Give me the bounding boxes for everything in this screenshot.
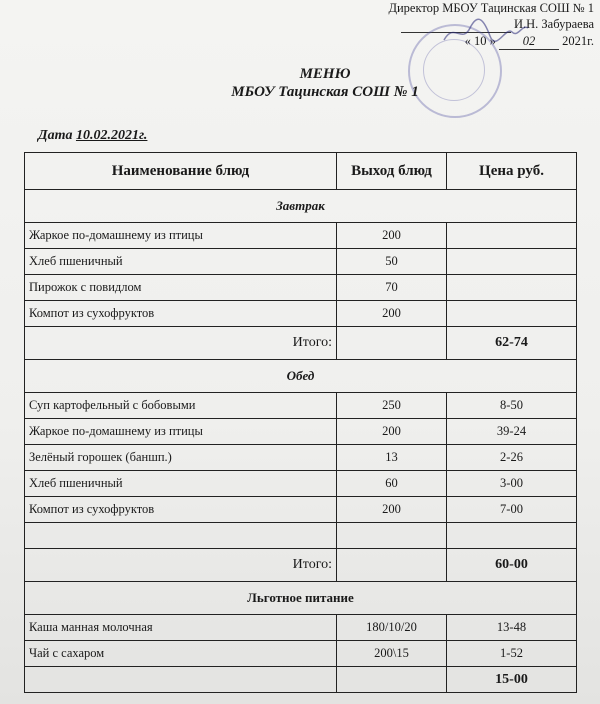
column-header-price: Цена руб. bbox=[447, 153, 577, 190]
dish-price bbox=[447, 301, 577, 327]
table-row bbox=[25, 275, 577, 301]
table-row bbox=[25, 249, 577, 275]
dish-price: 13-48 bbox=[447, 615, 577, 641]
menu-date bbox=[38, 128, 147, 144]
dish-yield: 70 bbox=[337, 275, 447, 301]
table-row bbox=[25, 301, 577, 327]
total-label: Итого: bbox=[25, 327, 337, 360]
table-row bbox=[25, 615, 577, 641]
dish-yield: 180/10/20 bbox=[337, 615, 447, 641]
table-row bbox=[25, 445, 577, 471]
dish-name: Жаркое по-домашнему из птицы bbox=[25, 419, 337, 445]
dish-name: Зелёный горошек (баншп.) bbox=[25, 445, 337, 471]
total-value: 15-00 bbox=[447, 667, 577, 693]
dish-price bbox=[447, 223, 577, 249]
table-row bbox=[25, 419, 577, 445]
table-row bbox=[25, 393, 577, 419]
dish-price: 8-50 bbox=[447, 393, 577, 419]
empty-cell bbox=[25, 523, 337, 549]
dish-name: Жаркое по-домашнему из птицы bbox=[25, 223, 337, 249]
table-row bbox=[25, 641, 577, 667]
dish-price: 39-24 bbox=[447, 419, 577, 445]
column-header-yield: Выход блюд bbox=[337, 153, 447, 190]
dish-yield: 60 bbox=[337, 471, 447, 497]
table-row bbox=[25, 223, 577, 249]
section-row-lunch bbox=[25, 360, 577, 393]
dish-name: Хлеб пшеничный bbox=[25, 471, 337, 497]
approval-day: « 10 » bbox=[464, 34, 496, 48]
date-label: Дата bbox=[38, 128, 76, 143]
empty-row bbox=[25, 523, 577, 549]
dish-name: Компот из сухофруктов bbox=[25, 301, 337, 327]
dish-yield: 200 bbox=[337, 223, 447, 249]
approval-name: И.Н. Забураева bbox=[513, 17, 594, 31]
empty-cell bbox=[337, 523, 447, 549]
dish-price bbox=[447, 275, 577, 301]
total-row-breakfast bbox=[25, 327, 577, 360]
dish-name: Чай с сахаром bbox=[25, 641, 337, 667]
dish-price: 7-00 bbox=[447, 497, 577, 523]
section-title-breakfast: Завтрак bbox=[25, 190, 577, 223]
dish-name: Суп картофельный с бобовыми bbox=[25, 393, 337, 419]
dish-yield: 13 bbox=[337, 445, 447, 471]
dish-yield: 200 bbox=[337, 419, 447, 445]
table-header-row bbox=[25, 153, 577, 190]
signature-icon bbox=[440, 14, 530, 50]
total-row-preferential bbox=[25, 667, 577, 693]
approval-month: 02 bbox=[499, 33, 559, 50]
dish-name: Каша манная молочная bbox=[25, 615, 337, 641]
dish-name: Компот из сухофруктов bbox=[25, 497, 337, 523]
document-title: МЕНЮ bbox=[299, 66, 351, 82]
school-name: МБОУ Тацинская СОШ № 1 bbox=[231, 84, 419, 100]
empty-cell bbox=[337, 667, 447, 693]
dish-name: Пирожок с повидлом bbox=[25, 275, 337, 301]
section-row-preferential bbox=[25, 582, 577, 615]
dish-yield: 200\15 bbox=[337, 641, 447, 667]
dish-name: Хлеб пшеничный bbox=[25, 249, 337, 275]
dish-price: 1-52 bbox=[447, 641, 577, 667]
section-row-breakfast bbox=[25, 190, 577, 223]
dish-yield: 250 bbox=[337, 393, 447, 419]
dish-price: 2-26 bbox=[447, 445, 577, 471]
approval-year: 2021г. bbox=[562, 34, 594, 48]
dish-yield: 50 bbox=[337, 249, 447, 275]
section-title-preferential: Льготное питание bbox=[25, 582, 577, 615]
empty-cell bbox=[337, 549, 447, 582]
dish-price: 3-00 bbox=[447, 471, 577, 497]
date-value: 10.02.2021г. bbox=[75, 128, 148, 143]
table-row bbox=[25, 471, 577, 497]
empty-cell bbox=[447, 523, 577, 549]
column-header-dish: Наименование блюд bbox=[25, 153, 337, 190]
total-row-lunch bbox=[25, 549, 577, 582]
menu-table bbox=[24, 152, 577, 693]
total-value: 62-74 bbox=[447, 327, 577, 360]
dish-yield: 200 bbox=[337, 497, 447, 523]
approval-position: Директор МБОУ Тацинская СОШ № 1 bbox=[388, 1, 594, 15]
table-row bbox=[25, 497, 577, 523]
section-title-lunch: Обед bbox=[25, 360, 577, 393]
total-label: Итого: bbox=[25, 549, 337, 582]
dish-price bbox=[447, 249, 577, 275]
empty-cell bbox=[25, 667, 337, 693]
total-value: 60-00 bbox=[447, 549, 577, 582]
dish-yield: 200 bbox=[337, 301, 447, 327]
empty-cell bbox=[337, 327, 447, 360]
